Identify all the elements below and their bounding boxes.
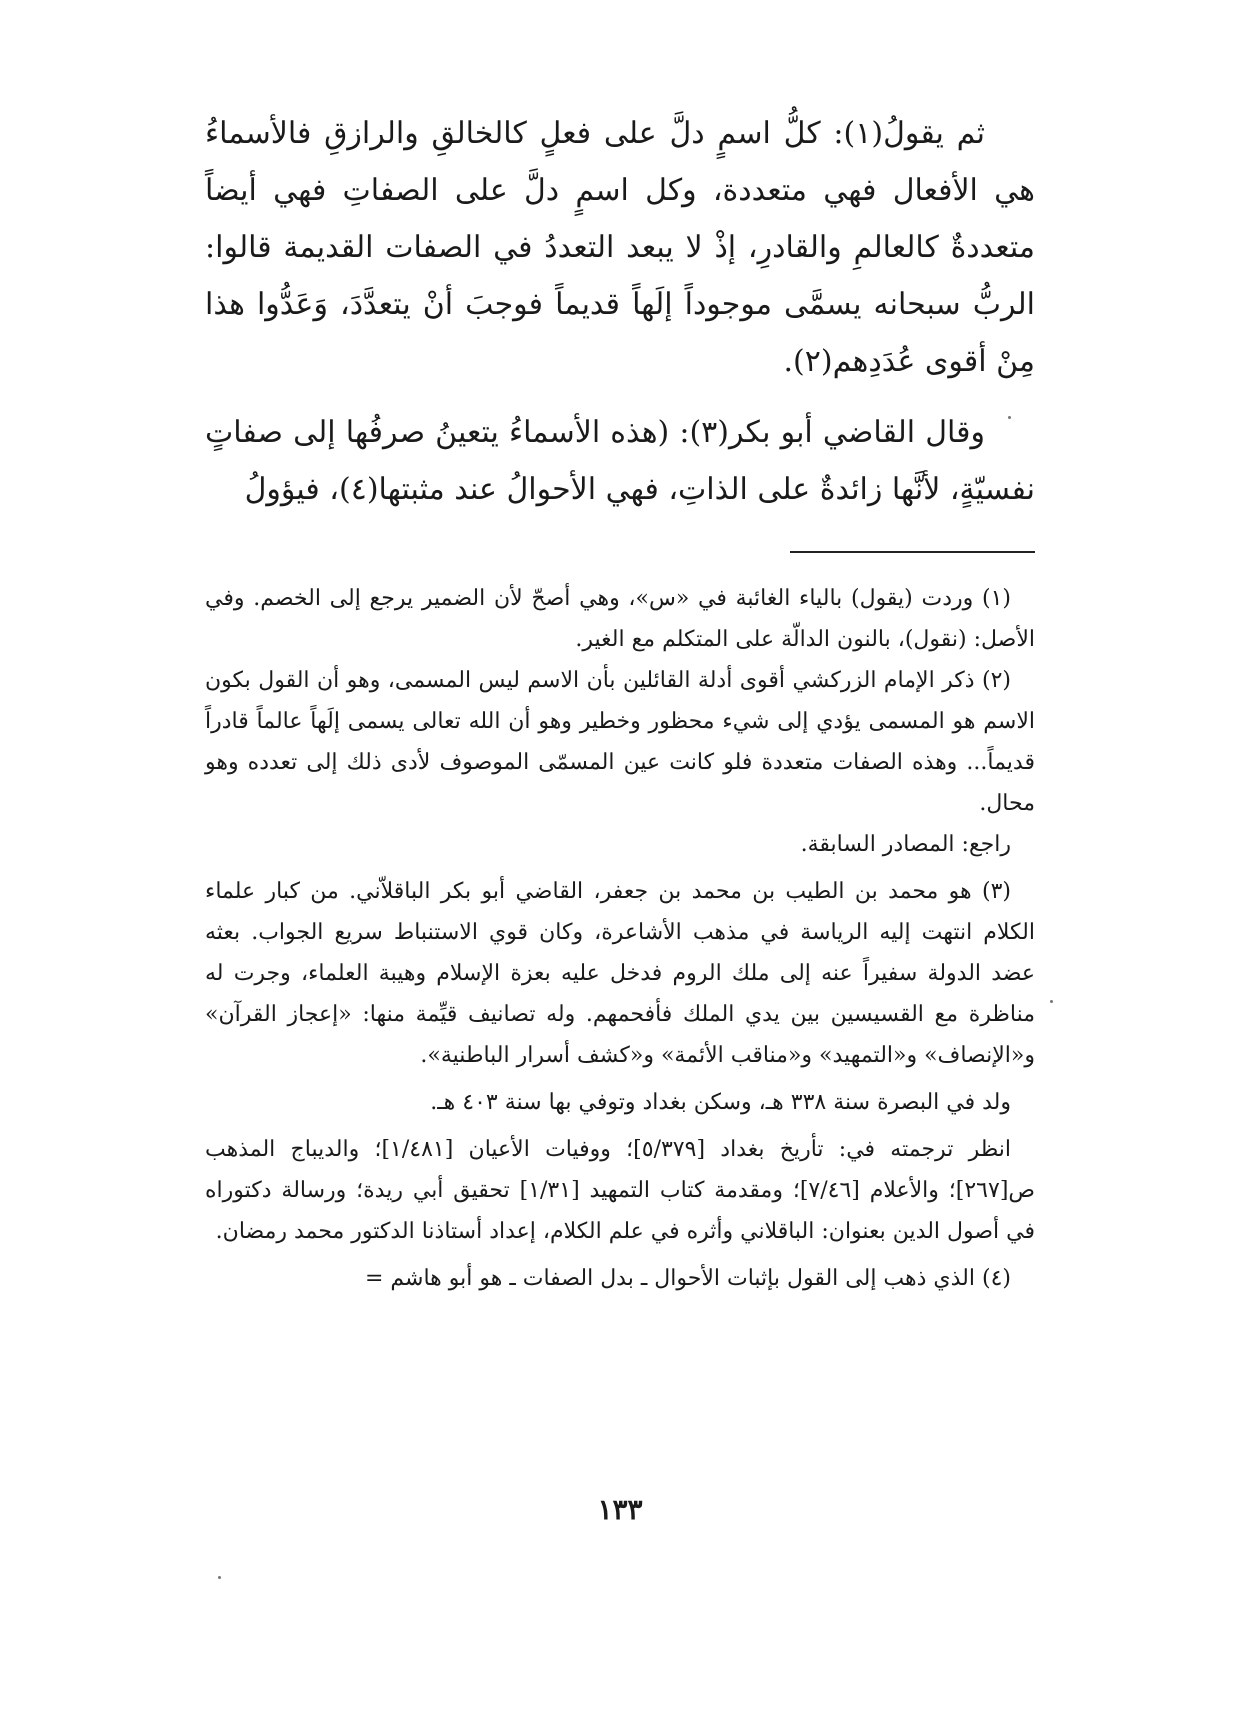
footnote-3: (٣) هو محمد بن الطيب بن محمد بن جعفر، القاضي أبو بكر الباقلاّني. من كبار علماء الكلام انتهت إليه الرياسة في مذهب الأشاعرة، وكان قوي الاستنباط سريع الجواب. بعثه عضد الدولة سفيراً عنه إلى ملك الروم فدخل عليه بعزة الإسلام وهيبة العلماء، وجرت له مناظرة مع القسيسين بين يدي الملك فأفحمهم. وله تصانيف قيِّمة منها: «إعجاز القرآن» و«الإنصاف» و«التمهيد» و«مناقب الأئمة» و«كشف أسرار الباطنية». — [205, 879, 1035, 1068]
main-text — [205, 105, 1035, 518]
footnote-2-reference: راجع: المصادر السابقة. — [800, 832, 1011, 857]
footnotes — [205, 578, 1035, 1299]
footnote-4: (٤) الذي ذهب إلى القول بإثبات الأحوال ـ بدل الصفات ـ هو أبو هاشم = — [364, 1266, 1011, 1291]
main-paragraph: وقال القاضي أبو بكر(٣): (هذه الأسماءُ يتعينُ صرفُها إلى صفاتٍ نفسيّةٍ، لأنَّها زائدةٌ على الذاتِ، فهي الأحوالُ عند مثبتها(٤)، فيؤولُ — [205, 415, 1035, 507]
scan-speck — [1050, 1000, 1053, 1003]
footnote-2: (٢) ذكر الإمام الزركشي أقوى أدلة القائلين بأن الاسم ليس المسمى، وهو أن القول بكون الاسم هو المسمى يؤدي إلى شيء محظور وخطير وهو أن الله تعالى يسمى إلَهاً عالماً قادراً قديماً... وهذه الصفات متعددة فلو كانت عين المسمّى الموصوف لأدى ذلك إلى تعدده وهو محال. — [205, 668, 1035, 816]
footnote-1: (١) وردت (يقول) بالياء الغائبة في «س»، وهي أصحّ لأن الضمير يرجع إلى الخصم. وفي الأصل: (نقول)، بالنون الدالّة على المتكلم مع الغير. — [205, 586, 1035, 652]
footnote-3-sources: انظر ترجمته في: تأريخ بغداد [٥/٣٧٩]؛ ووفيات الأعيان [١/٤٨١]؛ والديباج المذهب ص[٢٦٧]؛ والأعلام [٧/٤٦]؛ ومقدمة كتاب التمهيد [١/٣١] تحقيق أبي ريدة؛ ورسالة دكتوراه في أصول الدين بعنوان: الباقلاني وأثره في علم الكلام، إعداد أستاذنا الدكتور محمد رمضان. — [205, 1137, 1035, 1244]
footnote-separator — [790, 551, 1035, 553]
footnote-3-birth: ولد في البصرة سنة ٣٣٨ هـ، وسكن بغداد وتوفي بها سنة ٤٠٣ هـ. — [430, 1090, 1011, 1115]
scan-speck — [1008, 416, 1011, 419]
page-number: ١٣٣ — [597, 1493, 643, 1526]
scan-speck — [218, 1576, 221, 1579]
main-paragraph: ثم يقولُ(١): كلُّ اسمٍ دلَّ على فعلٍ كالخالقِ والرازقِ فالأسماءُ هي الأفعال فهي متعددة، وكل اسمٍ دلَّ على الصفاتِ فهي أيضاً متعددةٌ كالعالمِ والقادرِ، إذْ لا يبعد التعددُ في الصفات القديمة قالوا: الربُّ سبحانه يسمَّى موجوداً إلَهاً قديماً فوجبَ أنْ يتعدَّدَ، وَعَدُّوا هذا مِنْ أقوى عُدَدِهم(٢). — [205, 116, 1035, 379]
